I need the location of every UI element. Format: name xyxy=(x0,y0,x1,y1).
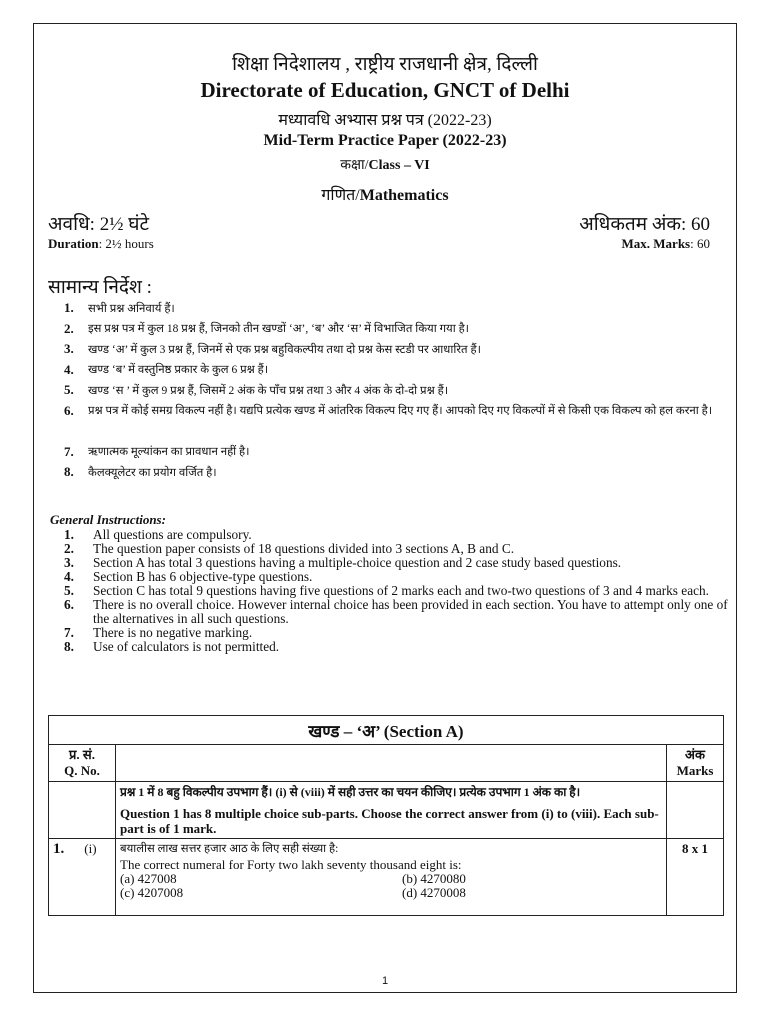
paper-title-hindi: मध्यावधि अभ्यास प्रश्न पत्र (2022-23) xyxy=(278,112,492,129)
intro-hindi: प्रश्न 1 में 8 बहु विकल्पीय उपभाग हैं। (i) से (viii) में सही उत्तर का चयन कीजिए। प्रत्येक उपभाग 1 अंक का है। xyxy=(120,785,581,799)
qno-cell xyxy=(49,839,116,916)
question-number: 1. xyxy=(53,841,65,857)
item-number: 2. xyxy=(64,541,74,556)
item-number: 4. xyxy=(64,361,74,377)
item-text: Use of calculators is not permitted. xyxy=(93,639,280,654)
duration-value: : 2½ hours xyxy=(98,236,154,251)
class-line xyxy=(0,155,770,174)
question-cell xyxy=(116,839,667,916)
header-title: Directorate of Education, GNCT of Delhi xyxy=(200,78,570,102)
item-text: ऋणात्मक मूल्यांकन का प्रावधान नहीं है। xyxy=(88,446,250,459)
option-b: (b) 4270080 xyxy=(402,871,466,886)
option-d: (d) 4270008 xyxy=(402,885,466,900)
list-item xyxy=(64,298,724,319)
item-number: 3. xyxy=(64,555,74,570)
table-row xyxy=(49,745,724,782)
max-marks-hindi: अधिकतम अंक: 60 xyxy=(579,214,710,235)
question-intro-cell xyxy=(116,782,667,839)
list-item xyxy=(64,319,724,340)
qno-header xyxy=(49,745,116,782)
list-item xyxy=(64,360,724,381)
marks-header xyxy=(667,745,724,782)
list-item xyxy=(64,462,724,483)
marks-header-english: Marks xyxy=(676,763,714,778)
duration-label: Duration xyxy=(48,236,99,251)
instructions-heading-hindi: सामान्य निर्देश : xyxy=(48,277,152,298)
item-text: इस प्रश्न पत्र में कुल 18 प्रश्न हैं, जिनको तीन खण्डों ‘अ’, ‘ब’ और ‘स’ में विभाजित किया गया है। xyxy=(88,323,470,336)
item-text: प्रश्न पत्र में कोई समग्र विकल्प नहीं है। यद्यपि प्रत्येक खण्ड में आंतरिक विकल्प दिए गए हैं। आपको दिए गए विकल्पों में से किसी एक विकल्प को हल करना है। xyxy=(88,404,713,417)
list-item xyxy=(64,380,724,401)
table-row xyxy=(49,716,724,745)
duration-hindi: अवधि: 2½ घंटे xyxy=(48,214,150,235)
header-line-hindi: शिक्षा निदेशालय , राष्ट्रीय राजधानी क्षेत्र, दिल्ली xyxy=(232,54,538,75)
item-text: There is no negative marking. xyxy=(93,625,253,640)
qno-cell xyxy=(49,782,116,839)
list-item xyxy=(64,556,734,570)
item-number: 4. xyxy=(64,569,74,584)
item-text: खण्ड ‘अ’ में कुल 3 प्रश्न हैं, जिनमें से एक प्रश्न बहुविकल्पीय तथा दो प्रश्न केस स्टडी पर आधारित हैं। xyxy=(88,343,481,356)
options-grid xyxy=(120,872,662,900)
list-item xyxy=(64,584,734,598)
list-item xyxy=(64,626,734,640)
item-number: 8. xyxy=(64,464,74,480)
class-english: Class – VI xyxy=(368,158,430,173)
question-text: The correct numeral for Forty two lakh seventy thousand eight is: xyxy=(120,857,462,872)
list-item xyxy=(64,442,724,463)
max-marks-label: Max. Marks xyxy=(621,236,691,251)
item-number: 7. xyxy=(64,625,74,640)
instructions-list-hindi xyxy=(64,298,724,483)
item-text: All questions are compulsory. xyxy=(93,527,252,542)
item-text: खण्ड ‘स ’ में कुल 9 प्रश्न हैं, जिसमें 2 अंक के पाँच प्रश्न तथा 3 और 4 अंक के दो-दो प्रश्न हैं। xyxy=(88,384,449,397)
item-number: 3. xyxy=(64,341,74,357)
question-header-cell xyxy=(116,745,667,782)
duration xyxy=(48,236,154,252)
subject-hindi: गणित/ xyxy=(321,187,360,204)
item-text: There is no overall choice. However internal choice has been provided in each section. You have to attempt only one of the alternatives in all such questions. xyxy=(93,597,728,626)
paper-title: Mid-Term Practice Paper (2022-23) xyxy=(263,132,507,149)
list-item xyxy=(64,339,724,360)
item-number: 7. xyxy=(64,443,74,459)
subject-line xyxy=(0,183,770,205)
item-text: Section C has total 9 questions having five questions of 2 marks each and two-two questions of 3 and 4 marks each. xyxy=(93,583,709,598)
max-marks xyxy=(622,236,710,252)
sub-part-number: (i) xyxy=(84,841,97,856)
item-number: 1. xyxy=(64,527,74,542)
page-number: 1 xyxy=(381,975,389,987)
item-number: 5. xyxy=(64,583,74,598)
item-text: The question paper consists of 18 questions divided into 3 sections A, B and C. xyxy=(93,541,515,556)
intro-english: Question 1 has 8 multiple choice sub-parts. Choose the correct answer from (i) to (viii). Each sub-part is of 1 mark. xyxy=(120,806,659,836)
item-number: 6. xyxy=(64,597,74,612)
instructions-list xyxy=(64,528,734,654)
item-text: Section B has 6 objective-type questions. xyxy=(93,569,313,584)
section-a-table xyxy=(48,715,724,916)
question-text-hindi: बयालीस लाख सत्तर हजार आठ के लिए सही संख्या है: xyxy=(120,843,339,855)
section-title: खण्ड – ‘अ’ (Section A) xyxy=(49,716,724,745)
item-number: 5. xyxy=(64,382,74,398)
instructions-heading: General Instructions: xyxy=(50,512,166,527)
list-item xyxy=(64,401,724,442)
list-item xyxy=(64,570,734,584)
item-number: 6. xyxy=(64,402,74,418)
marks-header-hindi: अंक xyxy=(685,747,705,762)
list-item xyxy=(64,528,734,542)
option-c: (c) 4207008 xyxy=(120,885,184,900)
list-item xyxy=(64,598,734,626)
marks-value: 8 x 1 xyxy=(667,839,724,916)
subject-english: Mathematics xyxy=(359,187,449,204)
item-text: खण्ड ‘ब’ में वस्तुनिष्ठ प्रकार के कुल 6 प्रश्न हैं। xyxy=(88,364,269,377)
qno-header-english: Q. No. xyxy=(64,763,100,778)
item-number: 2. xyxy=(64,320,74,336)
item-number: 8. xyxy=(64,639,74,654)
list-item xyxy=(64,542,734,556)
list-item xyxy=(64,640,734,654)
item-text: Section A has total 3 questions having a multiple-choice question and 2 case study based questions. xyxy=(93,555,622,570)
qno-header-hindi: प्र. सं. xyxy=(69,747,95,762)
option-a: (a) 427008 xyxy=(120,871,177,886)
class-hindi: कक्षा/ xyxy=(340,158,369,173)
item-number: 1. xyxy=(64,300,74,316)
max-marks-value: : 60 xyxy=(690,236,710,251)
table-row xyxy=(49,839,724,916)
item-text: सभी प्रश्न अनिवार्य हैं। xyxy=(88,302,175,315)
item-text: कैलक्यूलेटर का प्रयोग वर्जित है। xyxy=(88,466,217,479)
marks-cell xyxy=(667,782,724,839)
table-row xyxy=(49,782,724,839)
